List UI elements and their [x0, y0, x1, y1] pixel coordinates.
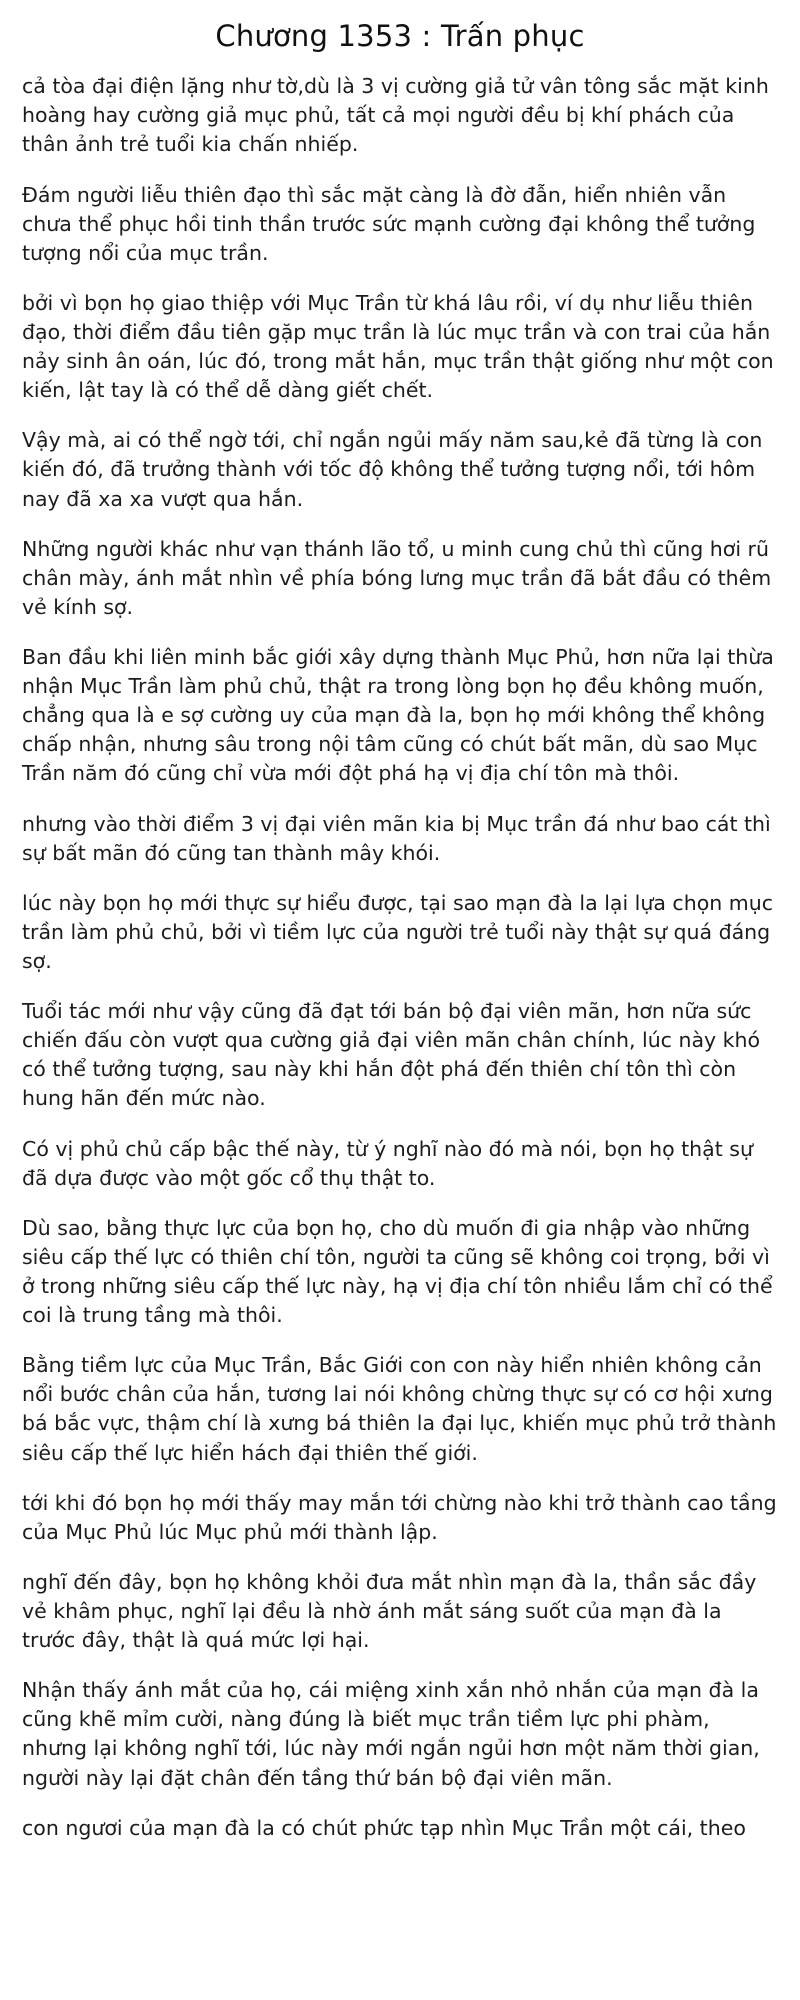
paragraph: con ngươi của mạn đà la có chút phức tạp nhìn Mục Trần một cái, theo	[22, 1815, 746, 1840]
paragraph: nghĩ đến đây, bọn họ không khỏi đưa mắt nhìn mạn đà la, thần sắc đầy vẻ khâm phục, nghĩ lại đều là nhờ ánh mắt sáng suốt của mạn đà la trước đây, thật là quá mức lợi hại.	[22, 1569, 757, 1653]
paragraph: cả tòa đại điện lặng như tờ,dù là 3 vị cường giả tử vân tông sắc mặt kinh hoàng hay cường giả mục phủ, tất cả mọi người đều bị khí phách của thân ảnh trẻ tuổi kia chấn nhiếp.	[22, 74, 769, 157]
paragraph: Có vị phủ chủ cấp bậc thế này, từ ý nghĩ nào đó mà nói, bọn họ thật sự đã dựa được vào một gốc cổ thụ thật to.	[22, 1136, 753, 1190]
paragraph: Bằng tiềm lực của Mục Trần, Bắc Giới con con này hiển nhiên không cản nổi bước chân của hắn, tương lai nói không chừng thực sự có cơ hội xưng bá bắc vực, thậm chí là xưng bá thiên la đại lục, khiến mục phủ trở thành siêu cấp thế lực hiển hách đại thiên thế giới.	[22, 1353, 777, 1465]
paragraph: nhưng vào thời điểm 3 vị đại viên mãn kia bị Mục trần đá như bao cát thì sự bất mãn đó cũng tan thành mây khói.	[22, 811, 771, 865]
paragraph: bởi vì bọn họ giao thiệp với Mục Trần từ khá lâu rồi, ví dụ như liễu thiên đạo, thời điểm đầu tiên gặp mục trần là lúc mục trần và con trai của hắn nảy sinh ân oán, lúc đó, trong mắt hắn, mục trần thật giống như một con kiến, lật tay là có thể dễ dàng giết chết.	[22, 290, 774, 403]
paragraph: Tuổi tác mới như vậy cũng đã đạt tới bán bộ đại viên mãn, hơn nữa sức chiến đấu còn vượt qua cường giả đại viên mãn chân chính, lúc này khó có thể tưởng tượng, sau này khi hắn đột phá đến thiên chí tôn thì còn hung hãn đến mức nào.	[22, 999, 761, 1111]
page-title: Chương 1353 : Trấn phục	[215, 19, 585, 53]
chapter-body	[22, 72, 778, 1842]
paragraph: Nhận thấy ánh mắt của họ, cái miệng xinh xắn nhỏ nhắn của mạn đà la cũng khẽ mỉm cười, nàng đúng là biết mục trần tiềm lực phi phàm, nhưng lại không nghĩ tới, lúc này mới ngắn ngủi hơn một năm thời gian, người này lại đặt chân đến tầng thứ bán bộ đại viên mãn.	[22, 1678, 760, 1790]
paragraph: Những người khác như vạn thánh lão tổ, u minh cung chủ thì cũng hơi rũ chân mày, ánh mắt nhìn về phía bóng lưng mục trần đã bắt đầu có thêm vẻ kính sợ.	[22, 536, 772, 619]
paragraph: Ban đầu khi liên minh bắc giới xây dựng thành Mục Phủ, hơn nữa lại thừa nhận Mục Trần làm phủ chủ, thật ra trong lòng bọn họ đều không muốn, chẳng qua là e sợ cường uy của mạn đà la, bọn họ mới không thể không chấp nhận, nhưng sâu trong nội tâm cũng có chút bất mãn, dù sao Mục Trần năm đó cũng chỉ vừa mới đột phá hạ vị địa chí tôn mà thôi.	[22, 645, 774, 786]
paragraph: lúc này bọn họ mới thực sự hiểu được, tại sao mạn đà la lại lựa chọn mục trần làm phủ chủ, bởi vì tiềm lực của người trẻ tuổi này thật sự quá đáng sợ.	[22, 890, 773, 973]
paragraph: tới khi đó bọn họ mới thấy may mắn tới chừng nào khi trở thành cao tầng của Mục Phủ lúc Mục phủ mới thành lập.	[22, 1490, 777, 1544]
paragraph: Dù sao, bằng thực lực của bọn họ, cho dù muốn đi gia nhập vào những siêu cấp thế lực có thiên chí tôn, người ta cũng sẽ không coi trọng, bởi vì ở trong những siêu cấp thế lực này, hạ vị địa chí tôn nhiều lắm chỉ có thể coi là trung tầng mà thôi.	[22, 1215, 773, 1328]
paragraph: Đám người liễu thiên đạo thì sắc mặt càng là đờ đẫn, hiển nhiên vẫn chưa thể phục hồi tinh thần trước sức mạnh cường đại không thể tưởng tượng nổi của mục trần.	[22, 182, 756, 265]
paragraph: Vậy mà, ai có thể ngờ tới, chỉ ngắn ngủi mấy năm sau,kẻ đã từng là con kiến đó, đã trưởng thành với tốc độ không thể tưởng tượng nổi, tới hôm nay đã xa xa vượt qua hắn.	[22, 428, 763, 511]
